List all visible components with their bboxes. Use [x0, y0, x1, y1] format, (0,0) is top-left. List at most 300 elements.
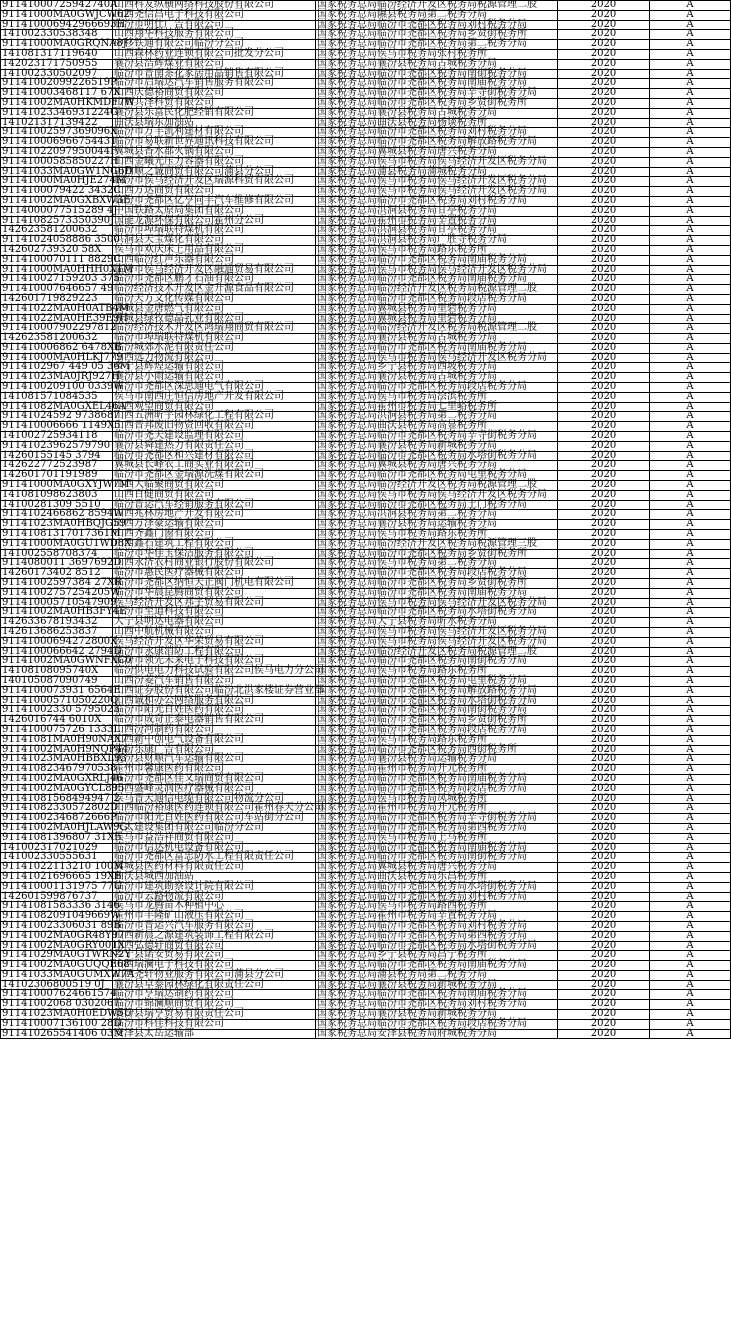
tax-office-cell: 国家税务总局临汾市尧都区税务局第二税务分局 [316, 40, 558, 50]
grade-cell: A [650, 647, 731, 657]
taxpayer-id-cell: 91141000725942740A [2, 0, 118, 10]
year-cell: 2020 [558, 814, 650, 824]
company-name-cell: 曲沃县瑞东加油站 [113, 118, 316, 128]
year-cell: 2020 [558, 412, 650, 422]
year-cell: 2020 [558, 304, 650, 314]
taxpayer-id-cell: 91141000585850227H [2, 155, 119, 167]
tax-office-cell: 国家税务总局临汾经济开发区税务局税源管理二股 [316, 285, 558, 295]
company-name-cell: 临汾市科佳科技有限公司 [113, 1019, 316, 1029]
tax-office-cell: 国家税务总局曲沃县税务局杨谈税务所 [316, 118, 558, 128]
taxpayer-id-cell: 14100281309 5510 [1, 500, 113, 510]
taxpayer-id-cell: 9114100066642 2794D [2, 645, 122, 657]
tax-office-cell: 国家税务总局安泽县税务局府城税务分局 [316, 1029, 558, 1039]
grade-cell: A [650, 716, 731, 726]
year-cell: 2020 [558, 921, 650, 931]
tax-office-cell: 国家税务总局曲沃县税务局乐昌税务所 [316, 872, 558, 882]
year-cell: 2020 [558, 98, 650, 108]
company-name-cell: 侯马市龙腾苗木种植中心 [113, 902, 316, 912]
grade-cell: A [650, 980, 731, 990]
year-cell: 2020 [558, 89, 650, 99]
taxpayer-id-cell: 911410006966754431 [2, 136, 117, 148]
tax-office-cell: 国家税务总局临汾市尧都区税务局刘村税务分局 [316, 921, 558, 931]
taxpayer-id-cell: 91141002MA0GR48Y97 [2, 929, 125, 941]
grade-cell: A [650, 471, 731, 481]
taxpayer-id-cell: 91141000MA0GU1WD8X [2, 537, 132, 549]
grade-cell: A [650, 530, 731, 540]
company-name-cell: 临汾晋运汽车经销服务有限公司 [113, 500, 316, 510]
taxpayer-id-cell: 91141023MA0HBQJG59 [2, 518, 126, 530]
grade-cell: A [650, 353, 731, 363]
grade-cell: A [650, 236, 731, 246]
year-cell: 2020 [558, 784, 650, 794]
grade-cell: A [650, 628, 731, 638]
tax-office-cell: 国家税务总局临汾经济开发区税务局税源管理二股 [316, 1, 558, 11]
taxpayer-id-cell: 9114080011 3697692D [2, 557, 122, 569]
company-name-cell: 襄汾县卓泰园林绿化有限责任公司 [113, 980, 316, 990]
tax-office-cell: 国家税务总局洪洞县税务局甘亭税务分局 [316, 206, 558, 216]
year-cell: 2020 [558, 618, 650, 628]
grade-cell: A [650, 98, 731, 108]
company-name-cell: 山西远力物流有限公司 [113, 353, 316, 363]
taxpayer-id-cell: 91141002346872666P [2, 812, 117, 824]
company-name-cell: 襄汾县瑞亨贸易有限责任公司 [113, 1010, 316, 1020]
tax-office-cell: 国家税务总局侯马市税务局侯马经济开发区税务分局 [316, 177, 558, 187]
year-cell: 2020 [558, 490, 650, 500]
year-cell: 2020 [558, 941, 650, 951]
year-cell: 2020 [558, 500, 650, 510]
grade-cell: A [650, 490, 731, 500]
taxpayer-id-cell: 91141033MA0GW1NG6D [2, 165, 133, 177]
grade-cell: A [650, 941, 731, 951]
grade-cell: A [650, 706, 731, 716]
year-cell: 2020 [558, 334, 650, 344]
company-name-cell: 临汾市尧都区深思通电气有限公司 [113, 383, 316, 393]
company-name-cell: 山西临汾裕康医药连锁有限公司霍州春天分公司 [114, 802, 324, 814]
year-cell: 2020 [558, 118, 650, 128]
year-cell: 2020 [558, 1000, 650, 1010]
grade-cell: A [650, 451, 731, 461]
grade-cell: A [650, 392, 731, 402]
year-cell: 2020 [558, 912, 650, 922]
taxpayer-id-cell: 911410265541406 03M [2, 1027, 124, 1039]
company-name-cell: 临汾城郊水泥有限责任公司 [113, 343, 316, 353]
grade-cell: A [650, 637, 731, 647]
year-cell: 2020 [558, 196, 650, 206]
grade-cell: A [650, 882, 731, 892]
grade-cell: A [650, 79, 731, 89]
company-name-cell: 洪洞县天宝煤化有限公司 [113, 236, 316, 246]
taxpayer-id-cell: 91141002330 5795023 [2, 704, 120, 716]
tax-office-cell: 国家税务总局侯马市税务局上马税务所 [316, 833, 558, 843]
company-name-cell: 临汾市尧都区和兴建材有限公司 [113, 451, 316, 461]
taxpayer-id-cell: 14102306800519 0J [1, 980, 113, 990]
company-name-cell: 山西瑞澜电子科技有限公司 [113, 961, 316, 971]
tax-office-cell: 国家税务总局洪洞县税务局甘亭税务分局 [316, 226, 558, 236]
company-name-cell: 山西汾河制药有限公司 [113, 725, 316, 735]
year-cell: 2020 [558, 471, 650, 481]
company-name-cell: 临汾市亨瑞达制药有限公司 [113, 990, 316, 1000]
year-cell: 2020 [558, 30, 650, 40]
taxpayer-id-cell: 91141082573350390J [2, 214, 115, 226]
grade-cell: A [650, 49, 731, 59]
tax-office-cell: 国家税务总局霍州市税务局开元税务所 [316, 765, 558, 775]
company-name-cell: 山西永济农村商业银行股份有限公司 [113, 559, 316, 569]
tax-office-cell: 国家税务总局曲沃县税务局高显税务所 [316, 422, 558, 432]
tax-office-cell: 国家税务总局临汾市尧都区税务局刘村税务分局 [316, 1000, 558, 1010]
tax-office-cell: 国家税务总局乡宁县税务局昌宁税务所 [316, 951, 558, 961]
taxpayer-id-cell: 91141002MA0GUQQE68 [2, 959, 130, 971]
tax-office-cell: 国家税务总局临汾市尧都区税务局南庙税务分局 [316, 774, 558, 784]
grade-cell: A [650, 784, 731, 794]
company-name-cell: 山西科友纵横网络科技股份有限公司 [113, 1, 316, 11]
tax-office-cell: 国家税务总局临汾市尧都区税务局南庙税务分局 [316, 588, 558, 598]
taxpayer-id-cell: 1426016744 6010X [1, 716, 113, 726]
company-name-cell: 临汾市埠瑞联特煤机有限公司 [113, 334, 316, 344]
grade-cell: A [650, 921, 731, 931]
tax-office-cell: 国家税务总局侯马市税务局侯马经济开发区税务分局 [316, 598, 558, 608]
year-cell: 2020 [558, 481, 650, 491]
company-name-cell: 临汾市侯马经济开发区瑞源科贸有限公司 [113, 177, 316, 187]
tax-office-cell: 国家税务总局临汾市尧都区税务局南庙税务分局 [316, 343, 558, 353]
year-cell: 2020 [558, 686, 650, 696]
grade-cell: A [650, 20, 731, 30]
taxpayer-id-cell: 91141023MA0HBBXL93 [2, 753, 127, 765]
grade-cell: A [650, 579, 731, 589]
tax-office-cell: 国家税务总局襄汾县税务局运输税务分局 [316, 520, 558, 530]
year-cell: 2020 [558, 157, 650, 167]
grade-cell: A [650, 59, 731, 69]
company-name-cell: 侯马市益浩祥商贸有限公司 [113, 833, 316, 843]
tax-office-cell: 国家税务总局霍州市税务局七里峪税务所 [316, 402, 558, 412]
taxpayer-id-cell: 91141029MA0GTWRN2Y [2, 949, 131, 961]
grade-cell: A [650, 500, 731, 510]
grade-cell: A [650, 324, 731, 334]
tax-office-cell: 国家税务总局临汾市尧都区税务局水塔街税务分局 [316, 941, 558, 951]
company-name-cell: 临汾市埠瑞联特煤机有限公司 [113, 226, 316, 236]
taxpayer-id-cell: 91141081317017361M [2, 528, 121, 540]
grade-cell: A [650, 735, 731, 745]
company-name-cell: 安泽县太岳运输部 [113, 1029, 316, 1039]
year-cell: 2020 [558, 461, 650, 471]
grade-cell: A [650, 10, 731, 20]
taxpayer-id-cell: 91141002MA0GXBXW3E [2, 194, 131, 206]
tax-office-cell: 国家税务总局临汾市尧都区税务局南街税务分局 [316, 853, 558, 863]
year-cell: 2020 [558, 245, 650, 255]
taxpayer-id-cell: 91141023MA0H0EDW5U [2, 1008, 133, 1020]
grade-cell: A [650, 755, 731, 765]
grade-cell: A [650, 265, 731, 275]
year-cell: 2020 [558, 69, 650, 79]
grade-cell: A [650, 912, 731, 922]
taxpayer-id-cell: 911410007902297812 [2, 322, 117, 334]
year-cell: 2020 [558, 853, 650, 863]
grade-cell: A [650, 774, 731, 784]
grade-cell: A [650, 40, 731, 50]
grade-cell: A [650, 314, 731, 324]
company-name-cell: 山西弘德轩商贸有限公司 [113, 941, 316, 951]
taxpayer-id-cell: 91141023962579790 [1, 441, 113, 451]
tax-office-cell: 国家税务总局临汾市尧都区税务局土门税务分局 [316, 500, 558, 510]
year-cell: 2020 [558, 59, 650, 69]
year-cell: 2020 [558, 383, 650, 393]
taxpayer-id-cell: 9114102967 449 05 36M [2, 361, 130, 373]
year-cell: 2020 [558, 520, 650, 530]
tax-office-cell: 国家税务总局侯马市税务局路东税务所 [316, 735, 558, 745]
grade-cell: A [650, 686, 731, 696]
taxpayer-id-cell: 142023171750955 [1, 59, 113, 69]
company-name-cell: 山西万泽豪运输有限公司 [113, 520, 316, 530]
year-cell: 2020 [558, 226, 650, 236]
grade-cell: A [650, 285, 731, 295]
grade-cell: A [650, 696, 731, 706]
taxpayer-id-cell: 91141023MA0JRJ927H [2, 371, 121, 383]
taxpayer-id-cell: 91141022113210 100M [2, 861, 124, 873]
taxpayer-id-cell: 91141081MA0H90NAX7 [2, 733, 128, 745]
company-name-cell: 翼城县香水郡火锅有限公司 [113, 147, 316, 157]
taxpayer-id-cell: 141081098623803 [1, 490, 113, 500]
company-name-cell: 临汾市锦澜顺商贸有限公司 [113, 1000, 316, 1010]
grade-cell: A [650, 432, 731, 442]
year-cell: 2020 [558, 863, 650, 873]
taxpayer-id-cell: 141002330502097 [1, 69, 113, 79]
taxpayer-id-cell: 911410006862 6478XB [2, 341, 122, 353]
tax-office-cell: 国家税务总局襄汾县税务局古城税务分局 [316, 108, 558, 118]
company-name-cell: 山西庆德裕商贸有限公司 [113, 89, 316, 99]
taxpayer-id-cell: 911410006942966693H [2, 18, 126, 30]
company-name-cell: 山西翔华科技服务有限公司 [113, 30, 316, 40]
company-name-cell: 临汾市晋南茶花家居用品销售有限公司 [113, 69, 316, 79]
tax-office-cell: 国家税务总局侯马市税务局侯马经济开发区税务分局 [316, 353, 558, 363]
tax-office-cell: 国家税务总局侯马市税务局侯马经济开发区税务分局 [316, 637, 558, 647]
taxpayer-id-cell: 911410007624661574 [2, 988, 117, 1000]
year-cell: 2020 [558, 725, 650, 735]
year-cell: 2020 [558, 804, 650, 814]
grade-cell: A [650, 177, 731, 187]
tax-office-cell: 国家税务总局洪洞县税务局第二税务分局 [316, 510, 558, 520]
year-cell: 2020 [558, 265, 650, 275]
grade-cell: A [650, 89, 731, 99]
taxpayer-id-cell: 91141022097950044F [2, 145, 118, 157]
tax-office-cell: 国家税务总局临汾市尧都区税务局南街税务分局 [316, 706, 558, 716]
tax-office-cell: 国家税务总局临汾市尧都区税务局南庙税务分局 [316, 843, 558, 853]
year-cell: 2020 [558, 324, 650, 334]
grade-cell: A [650, 833, 731, 843]
tax-office-cell: 国家税务总局蒲县税务局蒲城税务分局 [316, 167, 558, 177]
company-name-cell: 国能龙源环保有限公司霍州分公司 [113, 216, 316, 226]
year-cell: 2020 [558, 598, 650, 608]
company-name-cell: 临汾市惠民医疗器械有限公司 [113, 569, 316, 579]
company-name-cell: 襄汾县小雨运输有限公司 [113, 373, 316, 383]
grade-cell: A [650, 226, 731, 236]
tax-office-cell: 国家税务总局临汾市尧都区税务局水塔街税务分局 [316, 696, 558, 706]
grade-cell: A [650, 373, 731, 383]
company-name-cell: 曲沃县城西加油站 [113, 872, 316, 882]
company-name-cell: 霍州市馨康医药有限公司 [113, 765, 316, 775]
company-name-cell: 临汾天方文化传媒有限公司 [113, 294, 316, 304]
taxpayer-id-cell: 141021317139422 [1, 118, 113, 128]
tax-office-cell: 国家税务总局襄汾县税务局新城税务分局 [316, 441, 558, 451]
taxpayer-id-cell: 91141023346931224G [2, 106, 119, 118]
taxpayer-id-cell: 141002330555631 [1, 853, 113, 863]
taxpayer-id-cell: 91141000MA0GWJCW62 [2, 8, 130, 20]
grade-cell: A [650, 853, 731, 863]
tax-office-cell: 国家税务总局临汾市尧都区税务局刘村税务分局 [316, 892, 558, 902]
taxpayer-id-cell: 9114100073931 6564E [2, 684, 121, 696]
company-name-cell: 临汾市尧都区富忠防水工程有限责任公司 [113, 853, 316, 863]
year-cell: 2020 [558, 343, 650, 353]
company-name-cell: 临汾市永康消防工程有限公司 [113, 647, 316, 657]
company-name-cell: 山西汾菱汽车销售有限公司 [113, 676, 316, 686]
company-name-cell: 侯马市欢庆床上用品有限公司 [113, 245, 316, 255]
year-cell: 2020 [558, 628, 650, 638]
grade-cell: A [650, 823, 731, 833]
tax-office-cell: 国家税务总局临汾市尧都区税务局刘村税务分局 [316, 196, 558, 206]
year-cell: 2020 [558, 275, 650, 285]
grade-cell: A [650, 147, 731, 157]
grade-cell: A [650, 990, 731, 1000]
tax-office-cell: 国家税务总局临汾市尧都区税务局段店税务分局 [316, 569, 558, 579]
grade-cell: A [650, 872, 731, 882]
grade-cell: A [650, 970, 731, 980]
taxpayer-id-cell: 142601719829223 [1, 294, 113, 304]
taxpayer-id-cell: 141081571084535 [1, 392, 113, 402]
year-cell: 2020 [558, 755, 650, 765]
company-name-cell: 临汾市云路物流有限公司 [113, 892, 316, 902]
year-cell: 2020 [558, 774, 650, 784]
company-name-cell: 山西观望商贸有限公司 [113, 402, 316, 412]
year-cell: 2020 [558, 735, 650, 745]
year-cell: 2020 [558, 363, 650, 373]
company-name-cell: 临汾市尧都区金瑞源洗煤有限公司 [113, 471, 316, 481]
grade-cell: A [650, 725, 731, 735]
company-name-cell: 临汾市明仕广告有限公司 [113, 20, 316, 30]
year-cell: 2020 [558, 833, 650, 843]
company-name-cell: 翼城县绿牧德晶乳业有限公司 [113, 314, 316, 324]
taxpayer-id-cell: 911410007136100 28D [2, 1017, 122, 1029]
grade-cell: A [650, 138, 731, 148]
company-name-cell: 襄汾县浩辉煤业有限公司 [113, 59, 316, 69]
year-cell: 2020 [558, 353, 650, 363]
tax-office-cell: 国家税务总局侯马市税务局凤城税务所 [316, 794, 558, 804]
company-name-cell: 霍州市丰隆矿山液压有限公司 [113, 912, 316, 922]
taxpayer-id-cell: 91141002MA0HB3FY4E [2, 606, 127, 618]
company-name-cell: 临汾供电电力科技试验有限公司侯马电力分公司 [114, 665, 324, 677]
taxpayer-id-cell: 91141002MA0HJLAW9G [2, 821, 128, 833]
tax-office-cell: 国家税务总局临汾市尧都区税务局辛寺街税务分局 [316, 432, 558, 442]
taxpayer-id-cell: 911410003468117 67X [2, 87, 121, 99]
year-cell: 2020 [558, 608, 650, 618]
grade-cell: A [650, 892, 731, 902]
tax-office-cell: 国家税务总局临汾经济开发区税务局税源管理二股 [316, 647, 558, 657]
grade-cell: A [650, 334, 731, 344]
tax-office-cell: 国家税务总局霍州市税务局开元税务所 [316, 804, 558, 814]
tax-office-cell: 国家税务总局乡宁县税务局西坡税务分局 [316, 363, 558, 373]
taxpayer-id-cell: 141002317021029 [1, 843, 113, 853]
company-name-cell: 临汾市阳光百姓医药有限公司 [113, 706, 316, 716]
tax-office-cell: 国家税务总局侯马市税务局路东税务所 [316, 667, 558, 677]
company-name-cell: 侯马市南西庄恒信房地产开发有限公司 [113, 392, 316, 402]
taxpayer-id-cell: 91141002MA0H9NQP44 [2, 743, 129, 755]
taxpayer-id-cell: 141002330538348 [1, 30, 113, 40]
tax-office-cell: 国家税务总局襄汾县税务局新城税务分局 [316, 980, 558, 990]
year-cell: 2020 [558, 716, 650, 726]
tax-office-cell: 国家税务总局临汾市尧都区税务局南庙税务分局 [316, 275, 558, 285]
year-cell: 2020 [558, 1019, 650, 1029]
company-name-cell: 侯马经济开发区邦宇贸易有限公司 [113, 598, 316, 608]
grade-cell: A [650, 187, 731, 197]
tax-office-cell: 国家税务总局翼城县税务局唐兴税务分局 [316, 147, 558, 157]
company-name-cell: 临汾市至道科技有限公司 [113, 608, 316, 618]
year-cell: 2020 [558, 441, 650, 451]
tax-office-cell: 国家税务总局翼城县税务局里砦税务分局 [316, 314, 558, 324]
taxpayer-id-cell: 141081317119640 [1, 49, 113, 59]
year-cell: 2020 [558, 128, 650, 138]
tax-office-cell: 国家税务总局临汾市尧都区税务局刘村税务分局 [316, 20, 558, 30]
year-cell: 2020 [558, 951, 650, 961]
grade-cell: A [650, 1019, 731, 1029]
company-name-cell: 侯马经济开发区华荣贸易有限公司 [113, 637, 316, 647]
year-cell: 2020 [558, 1010, 650, 1020]
taxpayer-id-cell: 91141022MA0H0ATB4M [2, 302, 130, 314]
year-cell: 2020 [558, 167, 650, 177]
year-cell: 2020 [558, 637, 650, 647]
year-cell: 2020 [558, 872, 650, 882]
year-cell: 2020 [558, 657, 650, 667]
year-cell: 2020 [558, 823, 650, 833]
tax-office-cell: 国家税务总局翼城县税务局里砦税务分局 [316, 304, 558, 314]
company-name-cell: 临汾市信达机电设备有限公司 [113, 843, 316, 853]
taxpayer-id-cell: 91141002597384 27XR [2, 577, 122, 589]
tax-office-cell: 国家税务总局侯马市税务局侯马经济开发区税务分局 [316, 157, 558, 167]
taxpayer-id-cell: 91141081568494947 2 [2, 792, 120, 804]
grade-cell: A [650, 1010, 731, 1020]
company-name-cell: 山西晋邦废旧物资回收有限公司 [113, 422, 316, 432]
company-name-cell: 临汾市华晨昆腾商贸有限公司 [113, 588, 316, 598]
tax-office-cell: 国家税务总局临汾市尧都区税务局水塔街税务分局 [316, 608, 558, 618]
taxpayer-id-cell: 91141000MA0HJE274M [2, 175, 127, 187]
company-name-cell: 侯马晋天通信电缆有限公司物流分公司 [113, 794, 316, 804]
year-cell: 2020 [558, 706, 650, 716]
taxpayer-id-cell: 14260173402 8512 [1, 569, 113, 579]
taxpayer-id-cell: 141002558708374 [1, 549, 113, 559]
taxpayer-id-cell: 91141033MA0GUMXW7A [2, 968, 135, 980]
grade-cell: A [650, 108, 731, 118]
year-cell: 2020 [558, 187, 650, 197]
grade-cell: A [650, 30, 731, 40]
taxpayer-id-cell: 91141024592 9738687 [2, 410, 120, 422]
year-cell: 2020 [558, 882, 650, 892]
year-cell: 2020 [558, 765, 650, 775]
taxpayer-id-cell: 91141002068 0302067 [2, 998, 120, 1010]
year-cell: 2020 [558, 539, 650, 549]
table-body [1, 1, 731, 1039]
tax-office-cell: 国家税务总局临汾市尧都区税务局南庙税务分局 [316, 255, 558, 265]
tax-office-cell: 国家税务总局临汾市尧都区税务局南庙税务分局 [316, 961, 558, 971]
taxpayer-id-cell: 142623581200632 [1, 334, 113, 344]
year-cell: 2020 [558, 20, 650, 30]
tax-office-cell: 国家税务总局襄汾县税务局新城税务分局 [316, 1010, 558, 1020]
year-cell: 2020 [558, 931, 650, 941]
year-cell: 2020 [558, 579, 650, 589]
year-cell: 2020 [558, 177, 650, 187]
grade-cell: A [650, 814, 731, 824]
grade-cell: A [650, 510, 731, 520]
taxpayer-id-cell: 91141000694272800X [2, 635, 118, 647]
grade-cell: A [650, 167, 731, 177]
company-name-cell: 山西大临聚商贸有限公司 [113, 481, 316, 491]
taxpayer-id-cell: 91141000MA0HLKJ779 [2, 351, 123, 363]
taxpayer-id-cell: 142623581200632 [1, 226, 113, 236]
